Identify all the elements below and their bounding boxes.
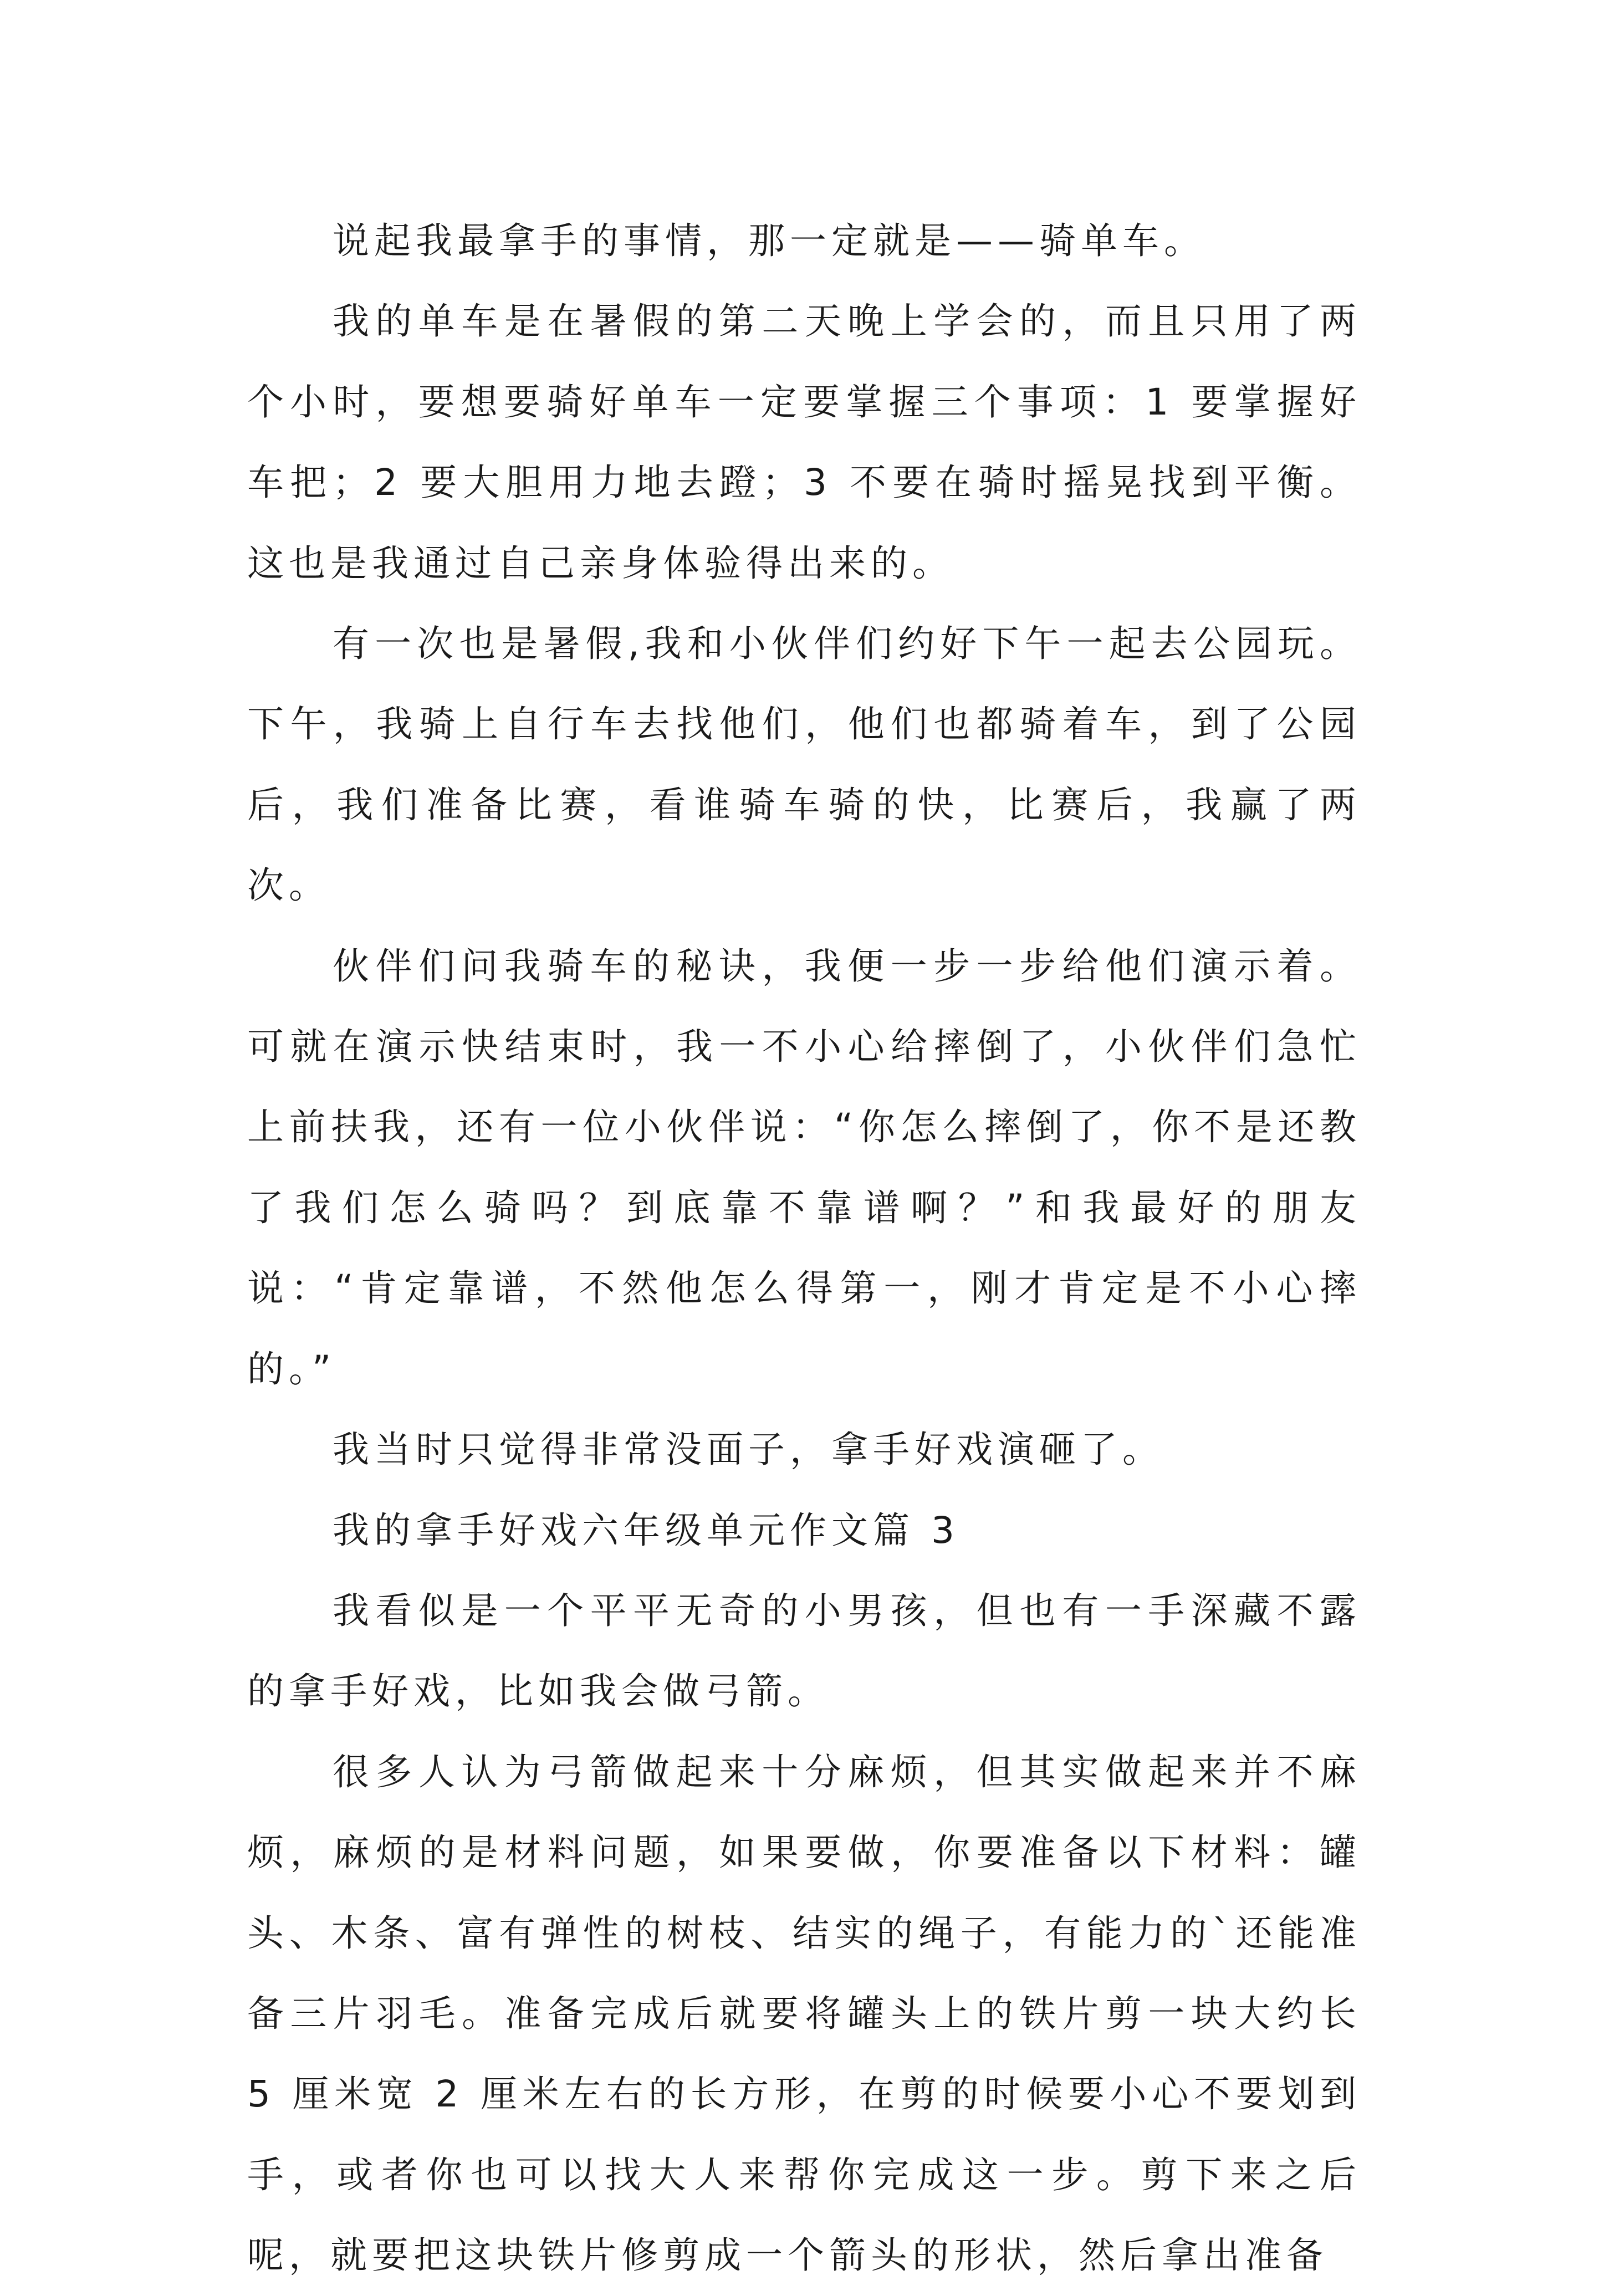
paragraph-6: 我看似是一个平平无奇的小男孩，但也有一手深藏不露的拿手好戏，比如我会做弓箭。 [247, 1589, 1361, 1713]
paragraph-5: 我当时只觉得非常没面子，拿手好戏演砸了。 [333, 1428, 1164, 1471]
paragraph-4: 伙伴们问我骑车的秘诀，我便一步一步给他们演示着。可就在演示快结束时，我一不小心给摔倒了，小伙伴们急忙上前扶我，还有一位小伙伴说：“你怎么摔倒了，你不是还教了我们怎么骑吗？到底靠不靠谱啊？”和我最好的朋友说：“肯定靠谱，不然他怎么得第一，刚才肯定是不小心摔的。” [247, 944, 1361, 1390]
paragraph-7: 很多人认为弓箭做起来十分麻烦，但其实做起来并不麻烦，麻烦的是材料问题，如果要做，你要准备以下材料：罐头、木条、富有弹性的树枝、结实的绳子，有能力的`还能准备三片羽毛。准备完成后就要将罐头上的铁片剪一块大约长 5 厘米宽 2 厘米左右的长方形，在剪的时候要小心不要划到手，或者你也可以找大人来帮你完成这一步。剪下来之后呢，就要把这块铁片修剪成一个箭头的形状，然后拿出准备 [247, 1750, 1361, 2277]
paragraph-3: 有一次也是暑假,我和小伙伴们约好下午一起去公园玩。下午，我骑上自行车去找他们，他们也都骑着车，到了公园后，我们准备比赛，看谁骑车骑的快，比赛后，我赢了两次。 [247, 622, 1361, 907]
document-body [247, 201, 1361, 2296]
paragraph-2: 我的单车是在暑假的第二天晚上学会的，而且只用了两个小时，要想要骑好单车一定要掌握三个事项：1 要掌握好车把；2 要大胆用力地去蹬；3 不要在骑时摇晃找到平衡。这也是我通过自己亲身体验得出来的。 [247, 300, 1361, 585]
section-heading: 我的拿手好戏六年级单元作文篇 3 [333, 1508, 959, 1552]
paragraph-1: 说起我最拿手的事情，那一定就是——骑单车。 [333, 219, 1205, 262]
